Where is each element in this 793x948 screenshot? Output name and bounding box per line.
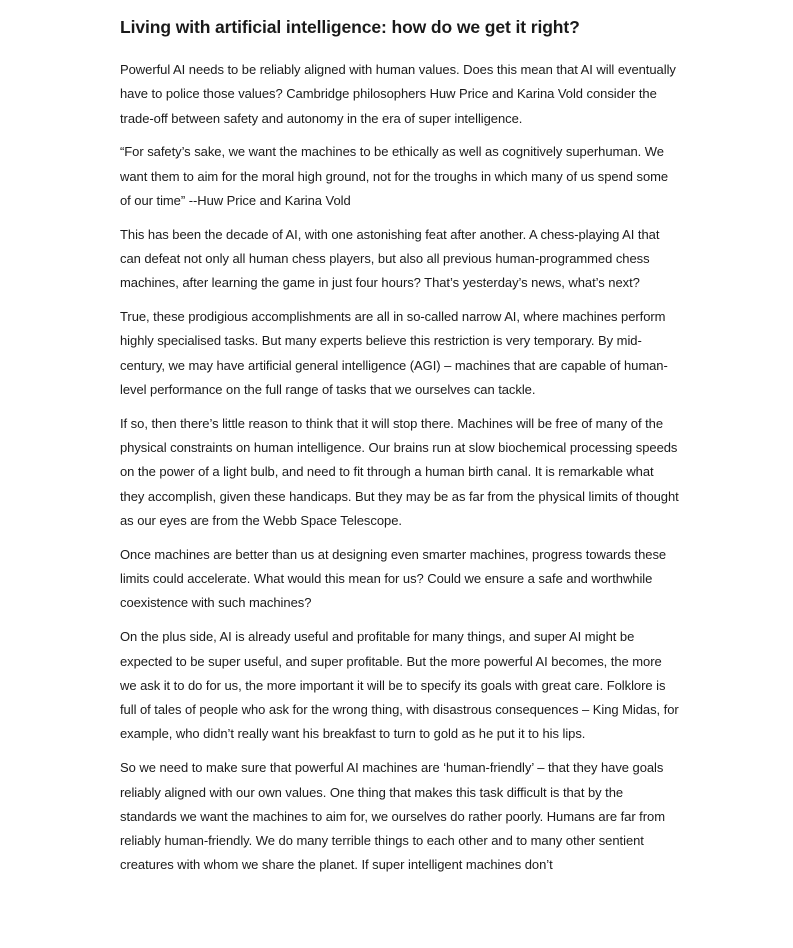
document-page [120,14,680,887]
paragraph-quote: “For safety’s sake, we want the machines to be ethically as well as cognitively superhuman. We want them to aim for the moral high ground, not for the troughs in which many of us spend some of our time” --Huw Price and Karina Vold [120,144,669,208]
paragraph-physical-limits: If so, then there’s little reason to think that it will stop there. Machines will be free of many of the physical constraints on human intelligence. Our brains run at slow biochemical processing speeds on the power of a light bulb, and need to fit through a human birth canal. It is remarkable what they accomplish, given these handicaps. But they may be as far from the physical limits of thought as our eyes are from the Webb Space Telescope. [120,415,679,529]
article-title: Living with artificial intelligence: how do we get it right? [120,17,580,37]
paragraph-human-friendly: So we need to make sure that powerful AI machines are ‘human-friendly’ – that they have goals reliably aligned with our own values. One thing that makes this task difficult is that by the standards we want the machines to aim for, we ourselves do rather poorly. Humans are far from reliably human-friendly. We do many terrible things to each other and to many other sentient creatures with whom we share the planet. If super intelligent machines don’t [120,760,665,873]
paragraph-plus-side: On the plus side, AI is already useful and profitable for many things, and super AI might be expected to be super useful, and super profitable. But the more powerful AI becomes, the more we ask it to do for us, the more important it will be to specify its goals with great care. Folklore is full of tales of people who ask for the wrong thing, with disastrous consequences – King Midas, for example, who didn’t really want his breakfast to turn to gold as he put it to his lips. [120,629,679,742]
paragraph-intro: Powerful AI needs to be reliably aligned with human values. Does this mean that AI will eventually have to police those values? Cambridge philosophers Huw Price and Karina Vold consider the trade-off between safety and autonomy in the era of super intelligence. [120,62,676,126]
paragraph-smarter-machines: Once machines are better than us at designing even smarter machines, progress towards these limits could accelerate. What would this mean for us? Could we ensure a safe and worthwhile coexistence with such machines? [120,546,667,611]
paragraph-narrow-ai: True, these prodigious accomplishments are all in so-called narrow AI, where machines perform highly specialised tasks. But many experts believe this restriction is very temporary. By mid-century, we may have artificial general intelligence (AGI) – machines that are capable of human-level performance on the full range of tasks that we ourselves can tackle. [120,309,668,398]
paragraph-decade-of-ai: This has been the decade of AI, with one astonishing feat after another. A chess-playing AI that can defeat not only all human chess players, but also all previous human-programmed chess machines, after learning the game in just four hours? That’s yesterday’s news, what’s next? [120,226,660,291]
